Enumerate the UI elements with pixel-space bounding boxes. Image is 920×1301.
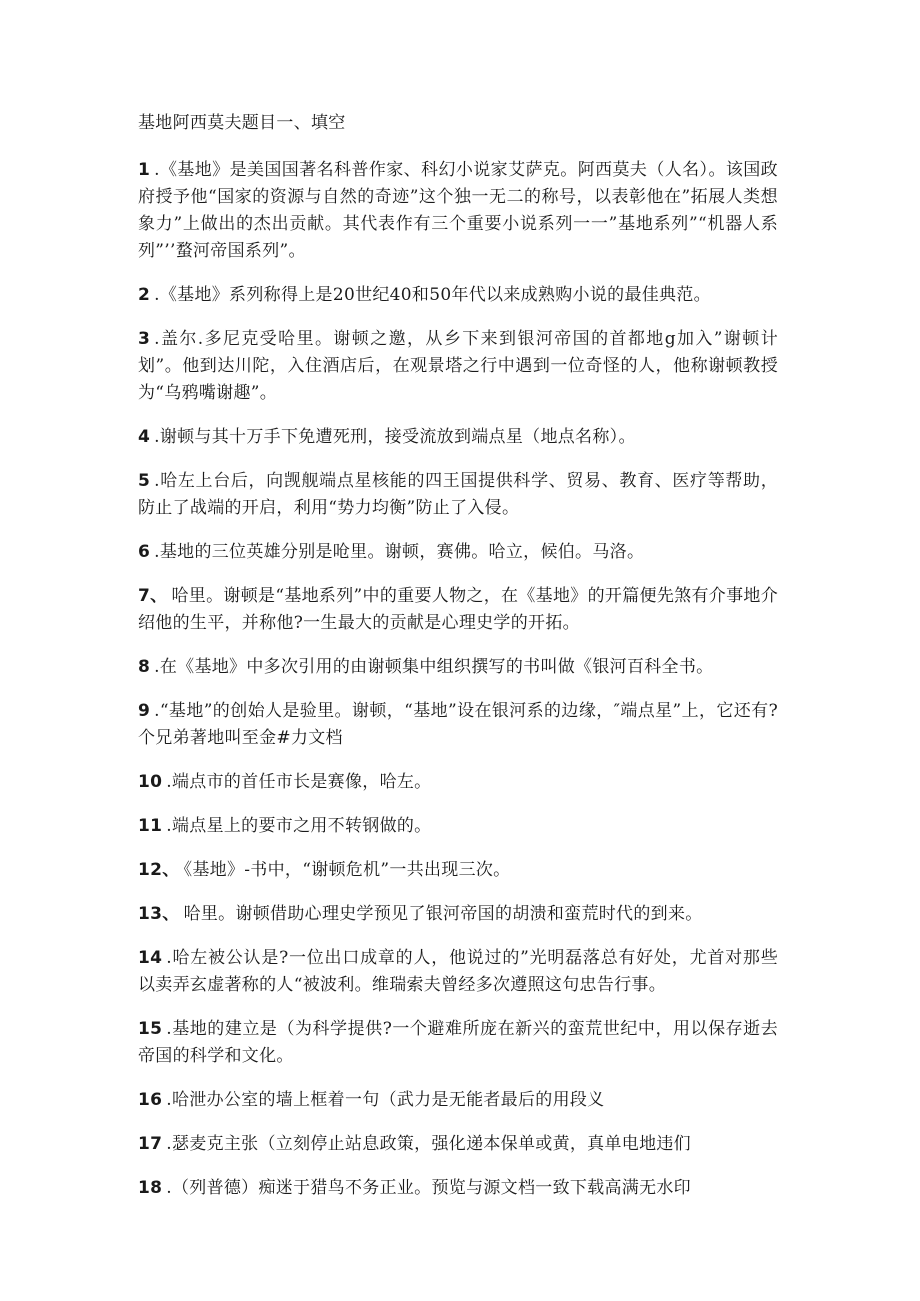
question-number: 17 — [138, 1134, 163, 1154]
question-text: .哈泄办公室的墙上框着一句（武力是无能者最后的用段义 — [166, 1090, 605, 1110]
question-text: 哈里。谢顿是“基地系列”中的重要人物之，在《基地》的开篇便先煞有介事地介绍他的生平，并称他?一生最大的贡献是心理史学的开拓。 — [138, 586, 778, 633]
question-number: 10 — [138, 772, 163, 792]
question-text: .哈左被公认是?一位出口成章的人，他说过的”光明磊落总有好处，尤首对那些以卖弄玄虚著称的人“被波利。维瑞索夫曾经多次遵照这句忠告行事。 — [138, 948, 778, 995]
question-item — [138, 1131, 778, 1158]
question-text: 哈里。谢顿借助心理史学预见了银河帝国的胡溃和蛮荒时代的到来。 — [183, 904, 703, 924]
question-number: 15 — [138, 1019, 163, 1039]
question-text: .盖尔.多尼克受哈里。谢顿之邀，从乡下来到银河帝国的首都地g加入”谢顿计划”。他到达川陀，入住酒店后，在观景塔之行中遇到一位奇怪的人，他称谢顿教授为“乌鸦嘴谢趣”。 — [138, 329, 778, 403]
question-item — [138, 698, 778, 752]
question-text: .《基地》系列称得上是20世纪40和50年代以来成熟购小说的最佳典范。 — [154, 285, 711, 305]
question-text: .基地的建立是（为科学提供?一个避难所庞在新兴的蛮荒世纪中，用以保存逝去帝国的科学和文化。 — [138, 1019, 778, 1066]
question-text: .哈左上台后，向觊舰端点星核能的四王国提供科学、贸易、教育、医疗等帮助，防止了战端的开启，利用“势力均衡”防止了入侵。 — [138, 471, 778, 518]
question-number: 5 — [138, 471, 151, 491]
question-number: 14 — [138, 948, 163, 968]
question-number: 6 — [138, 542, 151, 562]
question-number: 8 — [138, 657, 151, 677]
question-number: 13、 — [138, 904, 180, 924]
question-number: 16 — [138, 1090, 163, 1110]
question-text: .基地的三位英雄分别是呛里。谢顿，赛佛。哈立，候伯。马洛。 — [154, 542, 645, 562]
document-page — [138, 108, 778, 1219]
question-number: 18 — [138, 1178, 163, 1198]
question-number: 7、 — [138, 586, 168, 606]
question-item — [138, 539, 778, 566]
question-item — [138, 945, 778, 999]
question-text: .《基地》是美国国著名科普作家、科幻小说家艾萨克。阿西莫夫（人名）。该国政府授予他“国家的资源与自然的奇迹”这个独一无二的称号，以表彰他在”拓展人类想象力”上做出的杰出贡献。其代表作有三个重要小说系列一一”基地系列”“机器人系列”’’蝥河帝国系列”。 — [138, 160, 778, 261]
question-item — [138, 901, 778, 928]
question-number: 12、 — [138, 860, 180, 880]
question-text: .谢顿与其十万手下免遭死刑，接受流放到端点星（地点名称）。 — [154, 427, 636, 447]
question-number: 1 — [138, 160, 151, 180]
question-text: .端点市的首任市长是赛像，哈左。 — [166, 772, 432, 792]
question-item — [138, 857, 778, 884]
question-text: .在《基地》中多次引用的由谢顿集中组织撰写的书叫做《银河百科全书。 — [154, 657, 714, 677]
question-item — [138, 1087, 778, 1114]
question-item — [138, 654, 778, 681]
question-item — [138, 769, 778, 796]
question-item — [138, 1016, 778, 1070]
question-text: 《基地》-书中，“谢顿危机”一共出现三次。 — [183, 860, 511, 880]
question-item — [138, 157, 778, 265]
question-number: 4 — [138, 427, 151, 447]
question-item — [138, 424, 778, 451]
question-item — [138, 813, 778, 840]
question-text: .（列普德）痴迷于猎鸟不务正业。预览与源文档一致下载高满无水印 — [166, 1178, 691, 1198]
question-number: 3 — [138, 329, 151, 349]
question-item — [138, 282, 778, 309]
question-text: .瑟麦克主张（立刻停止站息政策，强化递本保单或黄，真单电地违们 — [166, 1134, 691, 1154]
question-text: .“基地”的创始人是验里。谢顿，“基地”设在银河系的边缘，″端点星”上，它还有?个兄弟著地叫至金#力文档 — [138, 701, 778, 748]
question-number: 9 — [138, 701, 151, 721]
question-list — [138, 157, 778, 1202]
question-item — [138, 1175, 778, 1202]
question-item — [138, 326, 778, 407]
document-title: 基地阿西莫夫题目一、填空 — [138, 113, 346, 133]
question-item — [138, 583, 778, 637]
question-item — [138, 468, 778, 522]
question-number: 11 — [138, 816, 163, 836]
question-number: 2 — [138, 285, 151, 305]
question-text: .端点星上的要市之用不转钢做的。 — [166, 816, 432, 836]
